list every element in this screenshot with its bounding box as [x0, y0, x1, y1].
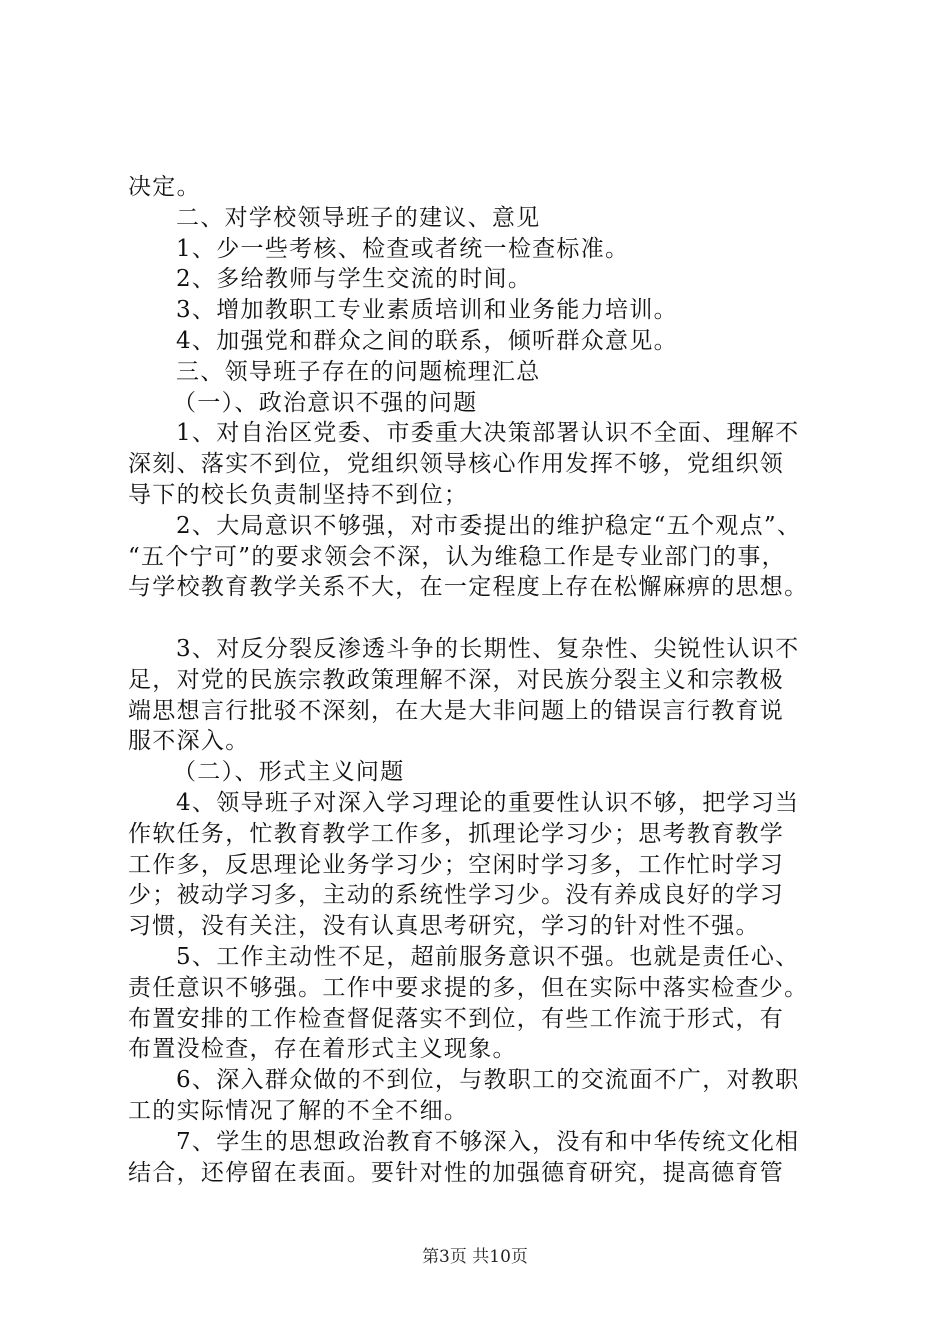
text-line: 工的实际情况了解的不全不细。: [128, 1097, 469, 1124]
text-line: 4、领导班子对深入学习理论的重要性认识不够，把学习当: [176, 789, 800, 816]
text-line: 与学校教育教学关系不大，在一定程度上存在松懈麻痹的思想。: [128, 574, 809, 601]
subsection-heading: （一）、政治意识不强的问题: [173, 389, 478, 416]
section-heading: 三、领导班子存在的问题梳理汇总: [176, 358, 541, 385]
text-line: 7、学生的思想政治教育不够深入，没有和中华传统文化相: [176, 1128, 800, 1155]
text-line: 1、对自治区党委、市委重大决策部署认识不全面、理解不: [176, 420, 800, 447]
text-line: 足，对党的民族宗教政策理解不深，对民族分裂主义和宗教极: [128, 666, 785, 693]
text-line: 决定。: [128, 174, 201, 200]
text-line: 结合，还停留在表面。要针对性的加强德育研究，提高德育管: [128, 1159, 785, 1186]
text-line: 少；被动学习多，主动的系统性学习少。没有养成良好的学习: [128, 882, 785, 909]
text-line: 布置没检查，存在着形式主义现象。: [128, 1036, 517, 1063]
text-line: 3、增加教职工专业素质培训和业务能力培训。: [176, 297, 678, 324]
text-line: 3、对反分裂反渗透斗争的长期性、复杂性、尖锐性认识不: [176, 635, 800, 662]
text-line: 工作多，反思理论业务学习少；空闲时学习多，工作忙时学习: [128, 851, 785, 878]
text-line: 服不深入。: [128, 728, 250, 755]
text-line: 2、大局意识不够强，对市委提出的维护稳定“五个观点”、: [176, 512, 802, 539]
text-line: 端思想言行批驳不深刻，在大是大非问题上的错误言行教育说: [128, 697, 785, 724]
document-body: [128, 172, 828, 1188]
text-line: 1、少一些考核、检查或者统一检查标准。: [176, 235, 630, 262]
text-line: 6、深入群众做的不到位，与教职工的交流面不广，对教职: [176, 1067, 800, 1094]
page-number-footer: 第3页 共10页: [422, 1247, 528, 1267]
text-line: 深刻、落实不到位，党组织领导核心作用发挥不够，党组织领: [128, 451, 785, 478]
text-line: 布置安排的工作检查督促落实不到位，有些工作流于形式，有: [128, 1005, 785, 1032]
text-line: 习惯，没有关注，没有认真思考研究，学习的针对性不强。: [128, 913, 760, 940]
section-heading: 二、对学校领导班子的建议、意见: [176, 204, 541, 231]
text-line: 责任意识不够强。工作中要求提的多，但在实际中落实检查少。: [128, 974, 809, 1001]
text-line: 作软任务，忙教育教学工作多，抓理论学习少；思考教育教学: [128, 820, 785, 847]
text-line: 5、工作主动性不足，超前服务意识不强。也就是责任心、: [176, 943, 800, 970]
blank-line: [128, 603, 828, 634]
text-line: 2、多给教师与学生交流的时间。: [176, 266, 533, 293]
text-line: 导下的校长负责制坚持不到位；: [128, 481, 469, 508]
subsection-heading: （二）、形式主义问题: [173, 759, 405, 786]
text-line: 4、加强党和群众之间的联系，倾听群众意见。: [176, 327, 678, 354]
text-line: “五个宁可”的要求领会不深，认为维稳工作是专业部门的事，: [128, 543, 786, 570]
